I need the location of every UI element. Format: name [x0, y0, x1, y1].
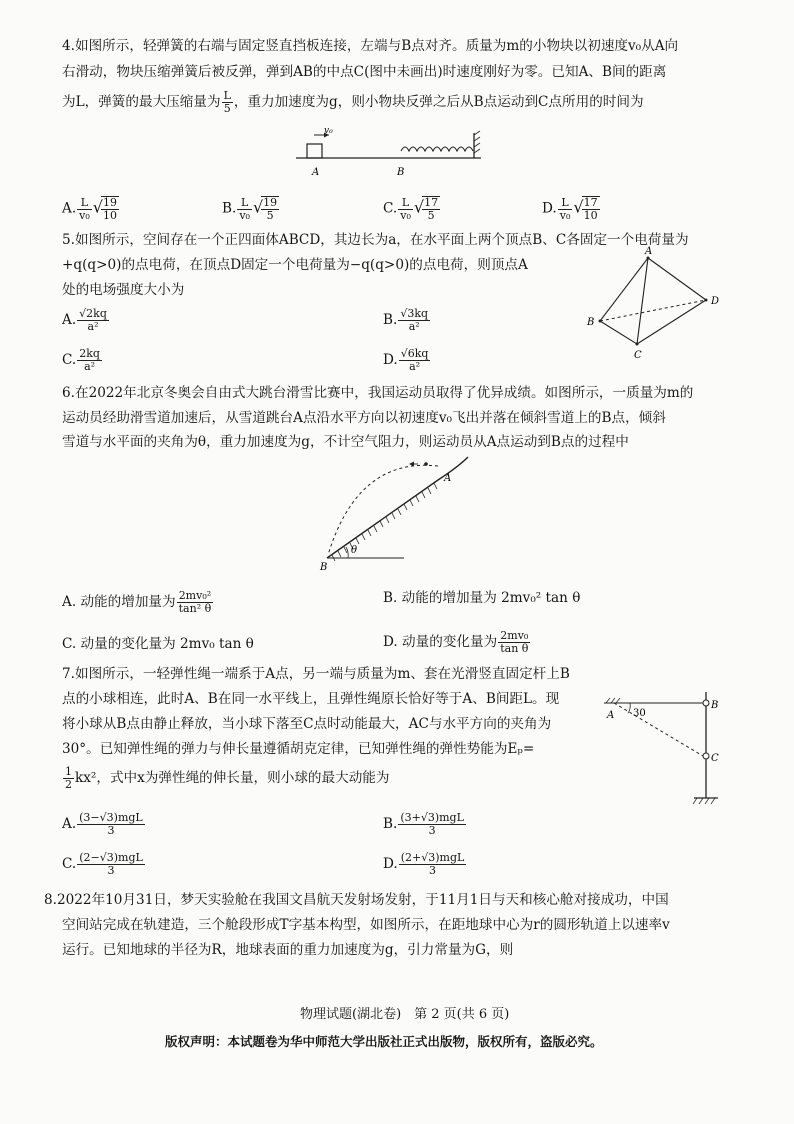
q4-line-1: 4.如图所示，轻弹簧的右端与固定竖直挡板连接，左端与B点对齐。质量为m的小物块以初速度v₀从A向: [62, 38, 679, 54]
q5-option-d[interactable]: D. $\frac{√6kq}{\text{a²}}$: [383, 347, 429, 373]
q7-half-fraction: $\frac{1}{2}$: [65, 765, 72, 791]
q7-line-5: $\frac{1}{2}$ kx²，式中x为弹性绳的伸长量，则小球的最大动能为: [65, 765, 390, 791]
q4-option-a[interactable]: A. $\frac{L}{\text{v₀}}$ √ $\frac{19}{10}$: [62, 195, 117, 222]
q6-option-a[interactable]: A. 动能的增加量为 $\frac{\text{2mv₀²}}{\text{tan² θ}}$: [62, 589, 212, 615]
q8-line-1: 8.2022年10月31日，梦天实验舱在我国文昌航天发射场发射，于11月1日与天和核心舱对接成功，中国: [44, 892, 669, 908]
q6-option-c[interactable]: C. 动量的变化量为 2mv₀ tan θ: [62, 636, 254, 652]
q6-fig-theta: θ: [351, 545, 358, 556]
q7-option-c[interactable]: C. $\frac{\text{(2−√3)mgL}}{3}$: [62, 851, 143, 877]
q6-option-d[interactable]: D. 动量的变化量为 $\frac{\text{2mv₀}}{\text{tan θ}}$: [383, 629, 529, 655]
q7-fig-C: C: [711, 753, 719, 764]
q6-line-3: 雪道与水平面的夹角为θ，重力加速度为g，不计空气阻力，则运动员从A点运动到B点的过程中: [62, 434, 629, 450]
q7-elastic-rope-figure: [600, 690, 735, 810]
q7-fig-A: A: [607, 710, 615, 721]
q6-fig-B: B: [320, 562, 328, 573]
q5-tetrahedron-figure: [580, 248, 730, 363]
q6-ski-jump-figure: [318, 455, 478, 575]
q7-option-b[interactable]: B. $\frac{\text{(3+√3)mgL}}{3}$: [383, 811, 464, 837]
q5-line-2: +q(q>0)的点电荷，在顶点D固定一个电荷量为−q(q>0)的点电荷，则顶点A: [62, 257, 528, 273]
q5-fig-C: C: [634, 350, 642, 361]
q7-line-1: 7.如图所示，一轻弹性绳一端系于A点，另一端与质量为m、套在光滑竖直固定杆上B: [62, 666, 570, 682]
q6-line-2: 运动员经助滑雪道加速后，从雪道跳台A点沿水平方向以初速度v₀飞出并落在倾斜雪道上的B点，倾斜: [62, 410, 666, 426]
q4-option-d[interactable]: D. $\frac{L}{\text{v₀}}$ √ $\frac{17}{10}$: [542, 195, 598, 222]
q7-fig-angle: 30: [633, 708, 646, 719]
q4-fig-v0: v₀: [324, 126, 333, 136]
q5-option-b[interactable]: B. $\frac{√3kq}{\text{a²}}$: [383, 307, 429, 333]
q5-fig-A: A: [645, 246, 653, 257]
q5-option-c[interactable]: C. $\frac{2kq}{\text{a²}}$: [62, 347, 100, 373]
q4-option-c[interactable]: C. $\frac{L}{\text{v₀}}$ √ $\frac{17}{5}$: [383, 195, 439, 222]
copyright-notice: 版权声明：本试题卷为华中师范大学出版社正式出版物，版权所有，盗版必究。: [165, 1034, 603, 1049]
q4-line-3b: ，重力加速度为g，则小物块反弹之后从B点运动到C点所用的时间为: [233, 94, 644, 110]
q4-spring-figure: [296, 125, 486, 180]
q4-line-3a: 为L，弹簧的最大压缩量为: [62, 94, 221, 110]
q7-option-d[interactable]: D. $\frac{\text{(2+√3)mgL}}{3}$: [383, 851, 465, 877]
q8-line-3: 运行。已知地球的半径为R，地球表面的重力加速度为g，引力常量为G，则: [62, 942, 514, 958]
q7-option-a[interactable]: A. $\frac{\text{(3−√3)mgL}}{3}$: [62, 811, 143, 837]
q4-compression-fraction: $\frac{L}{5}$: [223, 89, 231, 115]
q6-option-b[interactable]: B. 动能的增加量为 2mv₀² tan θ: [383, 590, 581, 606]
page-footer: 物理试题(湖北卷) 第 2 页(共 6 页): [300, 1007, 510, 1022]
q6-line-1: 6.在2022年北京冬奥会自由式大跳台滑雪比赛中，我国运动员取得了优异成绩。如图所示，一质量为m的: [62, 385, 694, 401]
q5-line-3: 处的电场强度大小为: [62, 282, 185, 298]
q4-line-2: 右滑动，物块压缩弹簧后被反弹，弹到AB的中点C(图中未画出)时速度刚好为零。已知A、B间的距离: [62, 64, 667, 80]
q7-line-4: 30°。已知弹性绳的弹力与伸长量遵循胡克定律，已知弹性绳的弹性势能为Eₚ=: [62, 741, 535, 757]
q5-fig-B: B: [587, 317, 595, 328]
q5-fig-D: D: [711, 296, 720, 307]
q6-fig-A: A: [444, 473, 452, 484]
q4-line-3: [62, 90, 644, 115]
q7-fig-B: B: [711, 700, 719, 711]
q5-option-a[interactable]: A. $\frac{√2kq}{\text{a²}}$: [62, 307, 107, 333]
q7-line-2: 点的小球相连，此时A、B在同一水平线上，且弹性绳原长恰好等于A、B间距L。现: [62, 691, 560, 707]
q4-option-b[interactable]: B. $\frac{L}{\text{v₀}}$ √ $\frac{19}{5}$: [222, 195, 278, 222]
q5-line-1: 5.如图所示，空间存在一个正四面体ABCD，其边长为a，在水平面上两个顶点B、C各固定一个电荷量为: [62, 232, 689, 248]
q7-line-3: 将小球从B点由静止释放，当小球下落至C点时动能最大，AC与水平方向的夹角为: [62, 716, 552, 732]
q4-fig-B: B: [397, 167, 405, 178]
q4-fig-A: A: [312, 167, 320, 178]
q8-line-2: 空间站完成在轨建造，三个舱段形成T字基本构型，如图所示，在距地球中心为r的圆形轨道上以速率v: [62, 917, 670, 933]
